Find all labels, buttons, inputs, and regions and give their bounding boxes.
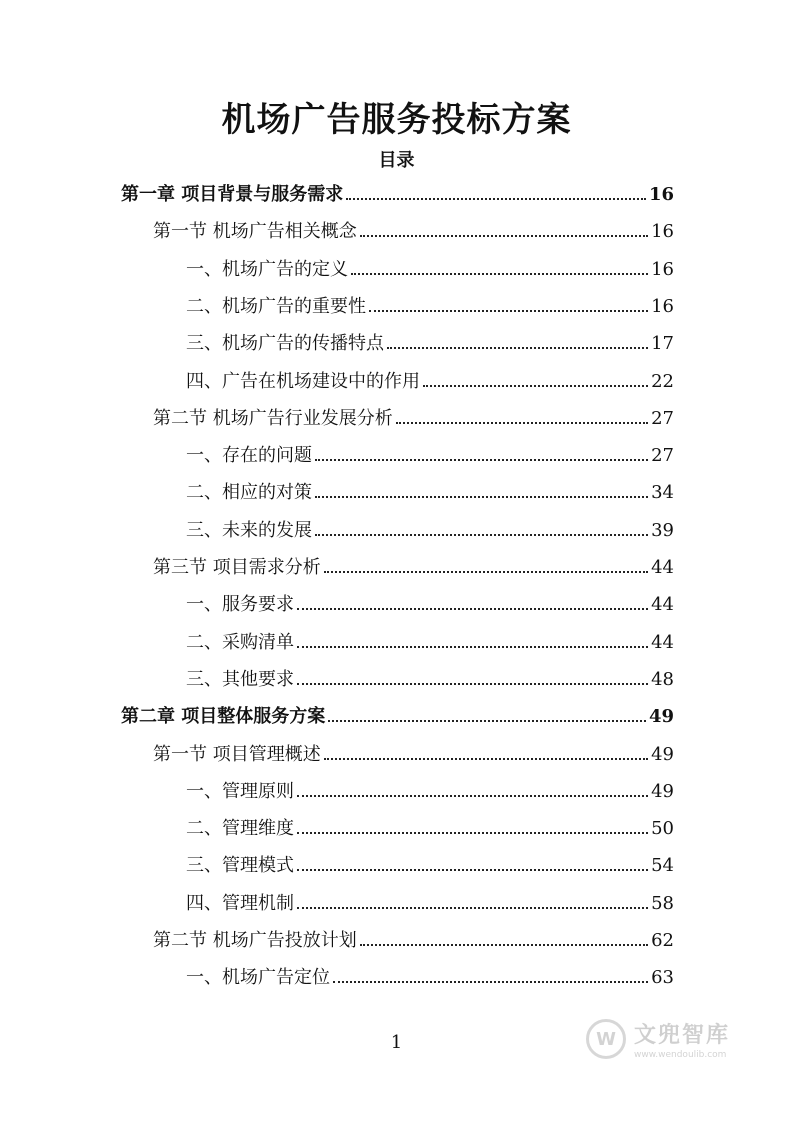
- toc-entry[interactable]: [186, 851, 674, 881]
- toc-entry[interactable]: [153, 926, 674, 956]
- toc-entry[interactable]: [153, 553, 674, 583]
- toc-entry-page: 22: [651, 370, 674, 392]
- toc-entry-page: 44: [651, 631, 674, 653]
- toc-entry[interactable]: [121, 180, 674, 210]
- toc-entry-page: 16: [648, 184, 674, 205]
- toc-entry[interactable]: [186, 889, 674, 919]
- toc-leader-dots: [328, 720, 646, 722]
- toc-leader-dots: [297, 869, 648, 871]
- toc-entry-page: 54: [651, 855, 674, 877]
- toc-leader-dots: [396, 422, 648, 424]
- toc-entry-label: 一、机场广告的定义: [186, 258, 348, 280]
- toc-entry-label: 四、管理机制: [186, 892, 294, 914]
- toc-entry-page: 48: [651, 668, 674, 690]
- toc-entry-label: 三、其他要求: [186, 668, 294, 690]
- toc-entry-page: 44: [651, 557, 674, 578]
- toc-entry-page: 17: [651, 333, 674, 355]
- toc-entry-page: 58: [651, 892, 674, 914]
- toc-entry-page: 16: [651, 258, 674, 280]
- toc-entry-page: 49: [648, 706, 674, 728]
- toc-entry[interactable]: [186, 777, 674, 807]
- toc-entry-label: 第一节 机场广告相关概念: [153, 221, 357, 243]
- toc-entry-label: 二、机场广告的重要性: [186, 295, 366, 317]
- watermark: [586, 1018, 730, 1060]
- toc-entry-label: 一、机场广告定位: [186, 967, 330, 989]
- toc-entry-page: 39: [651, 519, 674, 541]
- toc-entry-label: 第二章 项目整体服务方案: [121, 706, 326, 728]
- toc-leader-dots: [369, 310, 648, 312]
- toc-entry[interactable]: [186, 628, 674, 658]
- document-title: 机场广告服务投标方案: [221, 100, 572, 140]
- toc-leader-dots: [351, 273, 648, 275]
- toc-leader-dots: [423, 385, 648, 387]
- toc-entry-label: 第一章 项目背景与服务需求: [121, 184, 344, 205]
- toc-leader-dots: [315, 534, 648, 536]
- toc-leader-dots: [387, 347, 648, 349]
- toc-entry[interactable]: [186, 516, 674, 546]
- toc-entry-label: 第三节 项目需求分析: [153, 557, 321, 578]
- toc-entry[interactable]: [186, 441, 674, 471]
- toc-entry-page: 44: [651, 594, 674, 616]
- toc-entry[interactable]: [186, 329, 674, 359]
- toc-entry-label: 四、广告在机场建设中的作用: [186, 370, 420, 392]
- toc-entry[interactable]: [153, 217, 674, 247]
- toc-entry-label: 第一节 项目管理概述: [153, 743, 321, 765]
- watermark-url: www.wendoulib.com: [634, 1050, 727, 1060]
- toc-leader-dots: [315, 496, 648, 498]
- toc-entry-label: 第二节 机场广告投放计划: [153, 930, 357, 951]
- toc-entry-label: 一、管理原则: [186, 780, 294, 802]
- toc-entry-page: 62: [651, 930, 674, 951]
- toc-leader-dots: [324, 571, 648, 573]
- watermark-name: 文兜智库: [634, 1023, 731, 1048]
- toc-entry-label: 三、管理模式: [186, 855, 294, 877]
- toc-entry[interactable]: [121, 702, 674, 732]
- toc-entry-page: 27: [651, 445, 674, 467]
- toc-leader-dots: [324, 758, 648, 760]
- toc-leader-dots: [315, 459, 648, 461]
- toc-entry-page: 49: [651, 780, 674, 802]
- toc-leader-dots: [297, 608, 648, 610]
- toc-leader-dots: [346, 198, 646, 200]
- toc-leader-dots: [297, 795, 648, 797]
- toc-entry[interactable]: [186, 478, 674, 508]
- toc-entry[interactable]: [186, 814, 674, 844]
- toc-entry-label: 二、采购清单: [186, 631, 294, 653]
- toc-entry-page: 16: [651, 221, 674, 243]
- toc-entry[interactable]: [186, 665, 674, 695]
- toc-entry-label: 一、存在的问题: [186, 445, 312, 467]
- wendou-logo-icon: W: [586, 1019, 626, 1059]
- toc-entry-label: 一、服务要求: [186, 594, 294, 616]
- toc-leader-dots: [297, 832, 648, 834]
- toc-entry[interactable]: [186, 367, 674, 397]
- toc-entry-label: 三、机场广告的传播特点: [186, 333, 384, 355]
- toc-entry-page: 27: [651, 407, 674, 429]
- toc-entry[interactable]: [186, 590, 674, 620]
- toc-entry-page: 50: [651, 818, 674, 840]
- toc-entry-label: 二、相应的对策: [186, 482, 312, 504]
- toc-entry[interactable]: [186, 292, 674, 322]
- toc-entry[interactable]: [153, 404, 674, 434]
- toc-entry[interactable]: [186, 963, 674, 993]
- toc-entry-page: 16: [651, 295, 674, 317]
- toc-entry[interactable]: [153, 740, 674, 770]
- toc-entry-page: 34: [651, 482, 674, 504]
- toc-leader-dots: [360, 235, 648, 237]
- toc-entry-label: 第二节 机场广告行业发展分析: [153, 407, 393, 429]
- toc-heading: 目录: [378, 150, 415, 171]
- toc-entry-label: 三、未来的发展: [186, 519, 312, 541]
- toc-leader-dots: [360, 944, 648, 946]
- toc-leader-dots: [297, 907, 648, 909]
- toc-entry-page: 49: [651, 743, 674, 765]
- page-number: 1: [390, 1032, 403, 1053]
- toc-entry[interactable]: [186, 255, 674, 285]
- toc-entry-label: 二、管理维度: [186, 818, 294, 840]
- toc-leader-dots: [297, 683, 648, 685]
- toc-leader-dots: [297, 646, 648, 648]
- toc-leader-dots: [333, 981, 648, 983]
- toc-entry-page: 63: [651, 967, 674, 989]
